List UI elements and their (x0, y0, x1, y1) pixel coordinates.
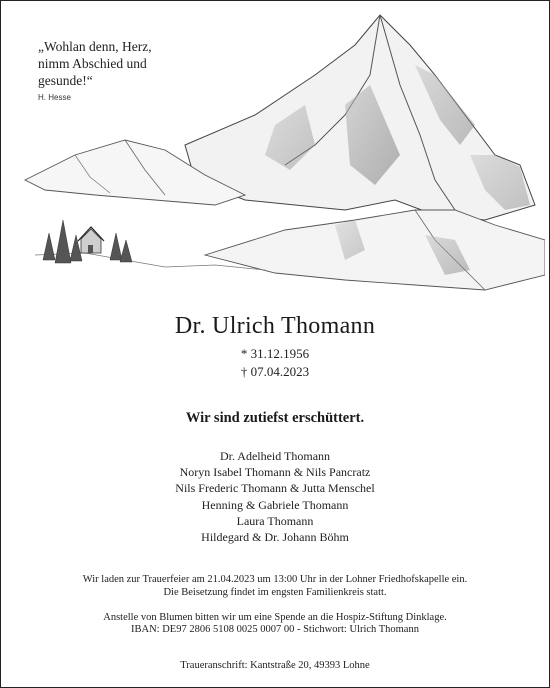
mountain-illustration (15, 5, 545, 295)
funeral-invitation: Wir laden zur Trauerfeier am 21.04.2023 um 13:00 Uhr in der Lohner Friedhofskapelle ein. (82, 574, 468, 585)
quote-line: „Wohlan denn, Herz, (38, 39, 152, 54)
mourner: Noryn Isabel Thomann & Nils Pancratz (179, 465, 371, 480)
death-date: † 07.04.2023 (240, 364, 310, 379)
mourner: Laura Thomann (236, 513, 314, 528)
birth-date: * 31.12.1956 (240, 346, 310, 361)
quote-line: nimm Abschied und (38, 56, 147, 71)
mourners-list (0, 448, 550, 545)
donation-request: Anstelle von Blumen bitten wir um eine Spende an die Hospiz-Stiftung Dinklage. (103, 612, 447, 623)
mourner: Hildegard & Dr. Johann Böhm (201, 530, 349, 545)
donation-iban: IBAN: DE97 2806 5108 0025 0007 00 - Stichwort: Ulrich Thomann (131, 624, 419, 635)
burial-note: Die Beisetzung findet im engsten Familienkreis statt. (163, 587, 387, 598)
quote-line: gesunde!“ (38, 73, 93, 88)
condolence-address: Traueranschrift: Kantstraße 20, 49393 Lohne (180, 660, 370, 671)
mourner: Henning & Gabriele Thomann (201, 497, 349, 512)
deceased-name: Dr. Ulrich Thomann (174, 313, 376, 339)
mourner: Nils Frederic Thomann & Jutta Menschel (175, 481, 375, 496)
cabin-icon (78, 227, 104, 253)
mourner: Dr. Adelheid Thomann (219, 449, 331, 463)
headline: Wir sind zutiefst erschüttert. (185, 410, 365, 426)
quote-author: H. Hesse (38, 93, 71, 102)
